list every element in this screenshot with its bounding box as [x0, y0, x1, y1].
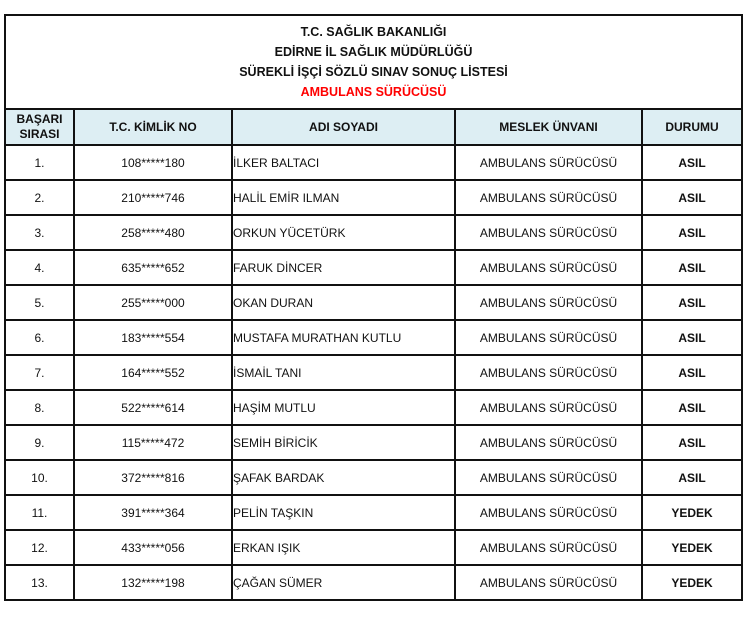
cell-status: ASIL — [642, 180, 742, 215]
cell-status: YEDEK — [642, 530, 742, 565]
table-header-row — [5, 109, 742, 145]
table-row — [5, 460, 742, 495]
cell-status: YEDEK — [642, 565, 742, 600]
cell-status: ASIL — [642, 355, 742, 390]
cell-rank: 3. — [5, 215, 74, 250]
cell-full-name: OKAN DURAN — [232, 285, 455, 320]
cell-status: YEDEK — [642, 495, 742, 530]
cell-job-title: AMBULANS SÜRÜCÜSÜ — [455, 180, 642, 215]
cell-job-title: AMBULANS SÜRÜCÜSÜ — [455, 495, 642, 530]
document-title-block — [5, 15, 742, 109]
cell-id-number: 164*****552 — [74, 355, 232, 390]
header-rank-line1: BAŞARI — [16, 112, 63, 126]
cell-full-name: İLKER BALTACI — [232, 145, 455, 180]
cell-job-title: AMBULANS SÜRÜCÜSÜ — [455, 565, 642, 600]
position-title: AMBULANS SÜRÜCÜSÜ — [300, 85, 447, 99]
cell-job-title: AMBULANS SÜRÜCÜSÜ — [455, 425, 642, 460]
header-id: T.C. KİMLİK NO — [74, 109, 232, 145]
cell-full-name: HAŞİM MUTLU — [232, 390, 455, 425]
cell-full-name: ORKUN YÜCETÜRK — [232, 215, 455, 250]
cell-rank: 12. — [5, 530, 74, 565]
cell-rank: 1. — [5, 145, 74, 180]
table-body — [5, 145, 742, 600]
results-table — [4, 14, 743, 601]
cell-job-title: AMBULANS SÜRÜCÜSÜ — [455, 285, 642, 320]
list-title: SÜREKLİ İŞÇİ SÖZLÜ SINAV SONUÇ LİSTESİ — [239, 65, 508, 79]
header-rank-line2: SIRASI — [19, 127, 60, 141]
cell-full-name: ERKAN IŞIK — [232, 530, 455, 565]
cell-job-title: AMBULANS SÜRÜCÜSÜ — [455, 145, 642, 180]
cell-rank: 13. — [5, 565, 74, 600]
cell-rank: 9. — [5, 425, 74, 460]
cell-rank: 10. — [5, 460, 74, 495]
cell-id-number: 255*****000 — [74, 285, 232, 320]
cell-job-title: AMBULANS SÜRÜCÜSÜ — [455, 215, 642, 250]
cell-rank: 11. — [5, 495, 74, 530]
cell-job-title: AMBULANS SÜRÜCÜSÜ — [455, 355, 642, 390]
table-row — [5, 250, 742, 285]
header-status: DURUMU — [642, 109, 742, 145]
table-row — [5, 495, 742, 530]
table-row — [5, 285, 742, 320]
cell-id-number: 433*****056 — [74, 530, 232, 565]
cell-id-number: 183*****554 — [74, 320, 232, 355]
cell-rank: 4. — [5, 250, 74, 285]
cell-job-title: AMBULANS SÜRÜCÜSÜ — [455, 530, 642, 565]
cell-full-name: SEMİH BİRİCİK — [232, 425, 455, 460]
header-name: ADI SOYADI — [232, 109, 455, 145]
table-row — [5, 215, 742, 250]
cell-full-name: FARUK DİNCER — [232, 250, 455, 285]
cell-rank: 5. — [5, 285, 74, 320]
cell-id-number: 132*****198 — [74, 565, 232, 600]
table-row — [5, 530, 742, 565]
cell-id-number: 522*****614 — [74, 390, 232, 425]
cell-status: ASIL — [642, 460, 742, 495]
cell-job-title: AMBULANS SÜRÜCÜSÜ — [455, 460, 642, 495]
table-row — [5, 425, 742, 460]
cell-full-name: MUSTAFA MURATHAN KUTLU — [232, 320, 455, 355]
cell-id-number: 635*****652 — [74, 250, 232, 285]
cell-id-number: 108*****180 — [74, 145, 232, 180]
cell-id-number: 391*****364 — [74, 495, 232, 530]
cell-status: ASIL — [642, 285, 742, 320]
cell-status: ASIL — [642, 425, 742, 460]
cell-id-number: 258*****480 — [74, 215, 232, 250]
cell-status: ASIL — [642, 390, 742, 425]
cell-status: ASIL — [642, 250, 742, 285]
cell-status: ASIL — [642, 320, 742, 355]
cell-id-number: 115*****472 — [74, 425, 232, 460]
cell-rank: 6. — [5, 320, 74, 355]
cell-full-name: İSMAİL TANI — [232, 355, 455, 390]
cell-status: ASIL — [642, 215, 742, 250]
cell-job-title: AMBULANS SÜRÜCÜSÜ — [455, 250, 642, 285]
cell-full-name: ÇAĞAN SÜMER — [232, 565, 455, 600]
cell-full-name: HALİL EMİR ILMAN — [232, 180, 455, 215]
cell-status: ASIL — [642, 145, 742, 180]
cell-rank: 2. — [5, 180, 74, 215]
cell-rank: 7. — [5, 355, 74, 390]
table-row — [5, 320, 742, 355]
cell-id-number: 210*****746 — [74, 180, 232, 215]
ministry-title: T.C. SAĞLIK BAKANLIĞI — [300, 25, 447, 39]
table-row — [5, 390, 742, 425]
header-rank — [5, 109, 74, 145]
directorate-title: EDİRNE İL SAĞLIK MÜDÜRLÜĞÜ — [274, 45, 473, 59]
cell-job-title: AMBULANS SÜRÜCÜSÜ — [455, 320, 642, 355]
table-row — [5, 355, 742, 390]
table-row — [5, 145, 742, 180]
cell-full-name: ŞAFAK BARDAK — [232, 460, 455, 495]
cell-rank: 8. — [5, 390, 74, 425]
cell-job-title: AMBULANS SÜRÜCÜSÜ — [455, 390, 642, 425]
cell-full-name: PELİN TAŞKIN — [232, 495, 455, 530]
cell-id-number: 372*****816 — [74, 460, 232, 495]
header-title: MESLEK ÜNVANI — [455, 109, 642, 145]
table-row — [5, 180, 742, 215]
table-row — [5, 565, 742, 600]
